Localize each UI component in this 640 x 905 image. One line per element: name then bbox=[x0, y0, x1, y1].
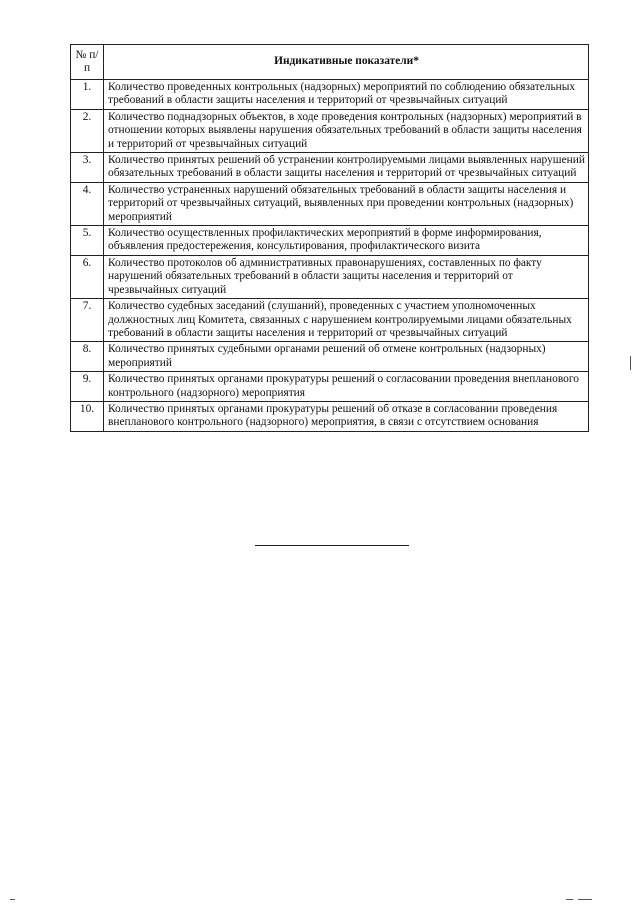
row-number: 5. bbox=[71, 226, 104, 256]
row-text: Количество судебных заседаний (слушаний), проведенных с участием уполномоченных должностных лиц Комитета, связанных с нарушением контролируемыми лицами обязательных требований в области защиты населения и территорий от чрезвычайных ситуаций bbox=[104, 299, 589, 342]
row-number: 8. bbox=[71, 342, 104, 372]
scan-corner-mark bbox=[566, 899, 573, 900]
table-row bbox=[71, 299, 589, 342]
row-text: Количество проведенных контрольных (надзорных) мероприятий по соблюдению обязательных требований в области защиты населения и территорий от чрезвычайных ситуаций bbox=[104, 80, 589, 110]
table-row bbox=[71, 401, 589, 431]
row-number: 2. bbox=[71, 109, 104, 152]
row-number: 10. bbox=[71, 401, 104, 431]
row-text: Количество принятых судебными органами решений об отмене контрольных (надзорных) мероприятий bbox=[104, 342, 589, 372]
row-text: Количество устраненных нарушений обязательных требований в области защиты населения и территорий от чрезвычайных ситуаций, выявленных при проведении контрольных (надзорных) мероприятий bbox=[104, 182, 589, 225]
table-row bbox=[71, 255, 589, 298]
footer-separator-line bbox=[255, 545, 409, 546]
header-title-cell: Индикативные показатели* bbox=[104, 45, 589, 80]
table-row bbox=[71, 226, 589, 256]
table-row bbox=[71, 372, 589, 402]
scan-corner-mark bbox=[10, 899, 15, 900]
scan-corner-mark bbox=[578, 899, 592, 900]
row-text: Количество принятых органами прокуратуры решений о согласовании проведения внепланового контрольного (надзорного) мероприятия bbox=[104, 372, 589, 402]
row-number: 9. bbox=[71, 372, 104, 402]
table-row bbox=[71, 109, 589, 152]
scan-edge-mark bbox=[630, 356, 631, 370]
table-row bbox=[71, 342, 589, 372]
row-number: 7. bbox=[71, 299, 104, 342]
row-text: Количество поднадзорных объектов, в ходе проведения контрольных (надзорных) мероприятий в отношении которых выявлены нарушения обязательных требований в области защиты населения и территорий от чрезвычайных ситуаций bbox=[104, 109, 589, 152]
row-number: 4. bbox=[71, 182, 104, 225]
row-number: 1. bbox=[71, 80, 104, 110]
table-row bbox=[71, 182, 589, 225]
row-number: 6. bbox=[71, 255, 104, 298]
row-number: 3. bbox=[71, 153, 104, 183]
row-text: Количество осуществленных профилактических мероприятий в форме информирования, объявления предостережения, консультирования, профилактического визита bbox=[104, 226, 589, 256]
row-text: Количество принятых органами прокуратуры решений об отказе в согласовании проведения внепланового контрольного (надзорного) мероприятия, в связи с отсутствием основания bbox=[104, 401, 589, 431]
table-row bbox=[71, 80, 589, 110]
row-text: Количество принятых решений об устранении контролируемыми лицами выявленных нарушений обязательных требований в области защиты населения и территорий от чрезвычайных ситуаций bbox=[104, 153, 589, 183]
table-header-row bbox=[71, 45, 589, 80]
row-text: Количество протоколов об административных правонарушениях, составленных по факту нарушений обязательных требований в области защиты населения и территорий от чрезвычайных ситуаций bbox=[104, 255, 589, 298]
header-number-cell: № п/п bbox=[71, 45, 104, 80]
indicators-table bbox=[70, 44, 589, 432]
table-row bbox=[71, 153, 589, 183]
